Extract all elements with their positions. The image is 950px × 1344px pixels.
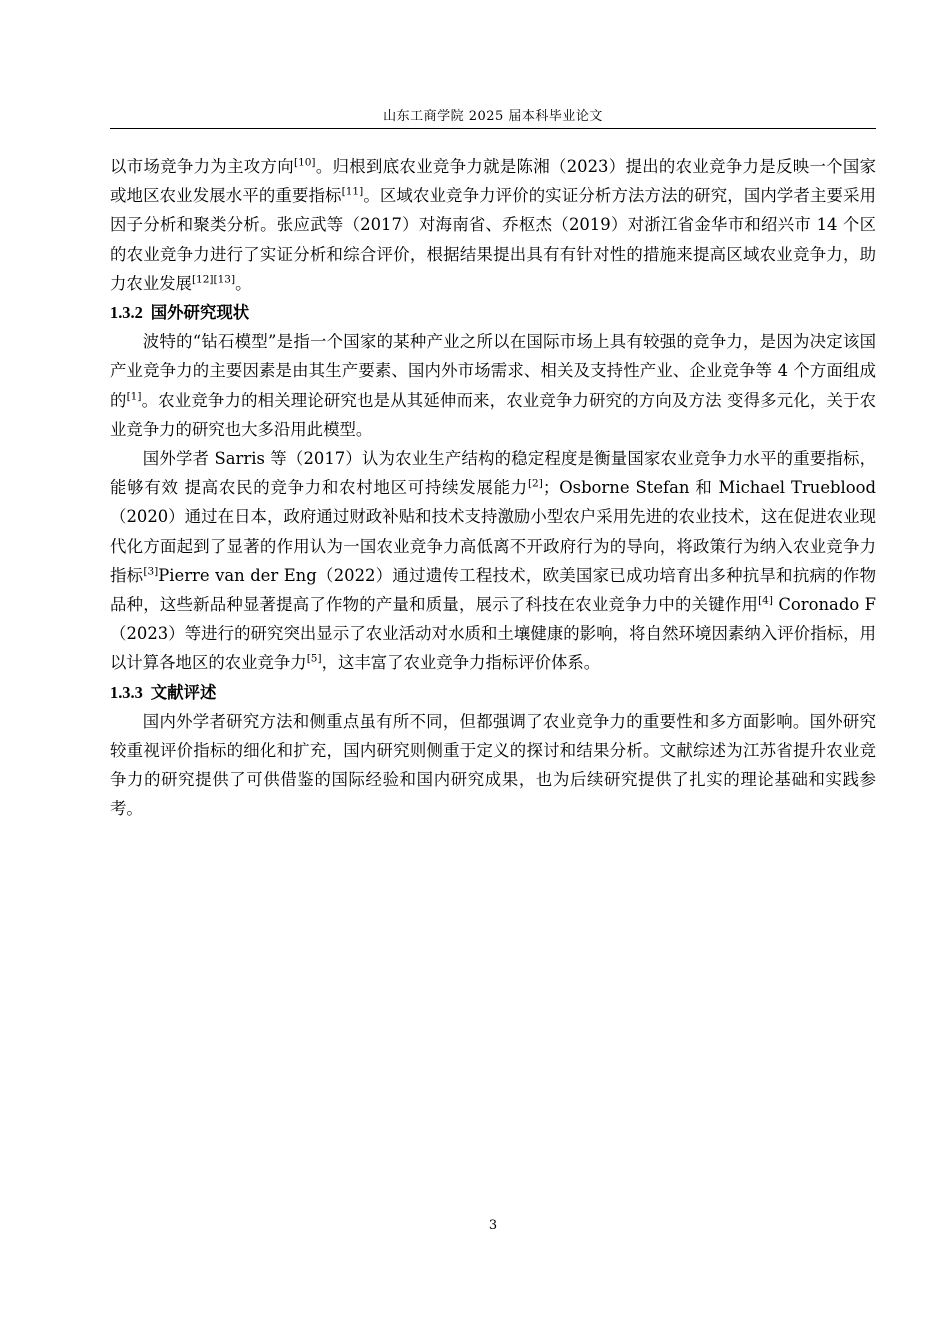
citation-ref: [11] <box>341 185 364 198</box>
section-number: 1.3.3 <box>110 682 143 702</box>
paragraph-continued <box>110 152 876 298</box>
citation-ref: [2] <box>527 477 543 490</box>
section-title: 文献评述 <box>150 682 217 702</box>
paragraph-text: 。归根到底农业竞争力就是陈湘（2023）提出的农业竞争力是反映一个国家或地区农业发展水平的重要指标 <box>110 157 877 206</box>
citation-ref: [4] <box>758 594 773 607</box>
page-number: 3 <box>488 1218 498 1233</box>
citation-ref: [5] <box>306 652 322 665</box>
section-title: 国外研究现状 <box>150 303 250 323</box>
paragraph-text: 波特的“钻石模型”是指一个国家的某种产业之所以在国际市场上具有较强的竞争力，是因为决定该国产业竞争力的主要因素是由其生产要素、国内外市场需求、相关及支持性产业、企业竞争等 4 个方面组成的 <box>110 332 876 410</box>
paragraph-text: ，这丰富了农业竞争力指标评价体系。 <box>321 653 601 673</box>
section-heading-1-3-3 <box>110 678 876 707</box>
paragraph-foreign-scholars <box>110 444 876 678</box>
citation-ref: [10] <box>293 156 316 169</box>
citation-ref: [3] <box>143 565 159 578</box>
document-body <box>110 152 876 824</box>
paragraph-text: 。农业竞争力的相关理论研究也是从其延伸而来，农业竞争力研究的方向及方法 变得多元化，关于农业竞争力的研究也大多沿用此模型。 <box>110 390 876 439</box>
running-header: 山东工商学院 2025 届本科毕业论文 <box>383 109 603 124</box>
citation-ref: [1] <box>126 390 142 403</box>
section-heading-1-3-2 <box>110 298 876 327</box>
paragraph-text: Coronado F（2023）等进行的研究突出显示了农业活动对水质和土壤健康的影响，将自然环境因素纳入评价指标，用以计算各地区的农业竞争力 <box>110 595 877 673</box>
paragraph-text: 国外学者 Sarris 等（2017）认为农业生产结构的稳定程度是衡量国家农业竞争力水平的重要指标，能够有效 提高农民的竞争力和农村地区可持续发展能力 <box>110 449 876 498</box>
paragraph-literature-review: 国内外学者研究方法和侧重点虽有所不同，但都强调了农业竞争力的重要性和多方面影响。国外研究较重视评价指标的细化和扩充，国内研究则侧重于定义的探讨和结果分析。文献综述为江苏省提升农业竞争力的研究提供了可供借鉴的国际经验和国内研究成果，也为后续研究提供了扎实的理论基础和实践参考。 <box>110 711 876 819</box>
paragraph-text: Pierre van der Eng（2022）通过遗传工程技术，欧美国家已成功培育出多种抗旱和抗病的作物品种，这些新品种显著提高了作物的产量和质量，展示了科技在农业竞争力中的关键作用 <box>110 565 877 615</box>
section-number: 1.3.2 <box>110 303 143 323</box>
paragraph-text: 。区域农业竞争力评价的实证分析方法方法的研究，国内学者主要采用因子分析和聚类分析。张应武等（2017）对海南省、乔枢杰（2019）对浙江省金华市和绍兴市 14 个区的农业竞争力进行了实证分析和综合评价，根据结果提出具有有针对性的措施来提高区域农业竞争力，助力农业发展 <box>110 186 877 293</box>
paragraph-text: ；Osborne Stefan 和 Michael Trueblood（2020）通过在日本，政府通过财政补贴和技术支持激励小型农户采用先进的农业技术，这在促进农业现代化方面起到了显著的作用认为一国农业竞争力高低离不开政府行为的导向，将政策行为纳入农业竞争力指标 <box>110 478 876 585</box>
header-rule <box>110 128 876 129</box>
paragraph-text: 以市场竞争力为主攻方向 <box>110 157 294 176</box>
paragraph-text: 。 <box>235 273 252 293</box>
paragraph-diamond-model <box>110 327 876 444</box>
citation-ref: [12][13] <box>191 273 236 286</box>
